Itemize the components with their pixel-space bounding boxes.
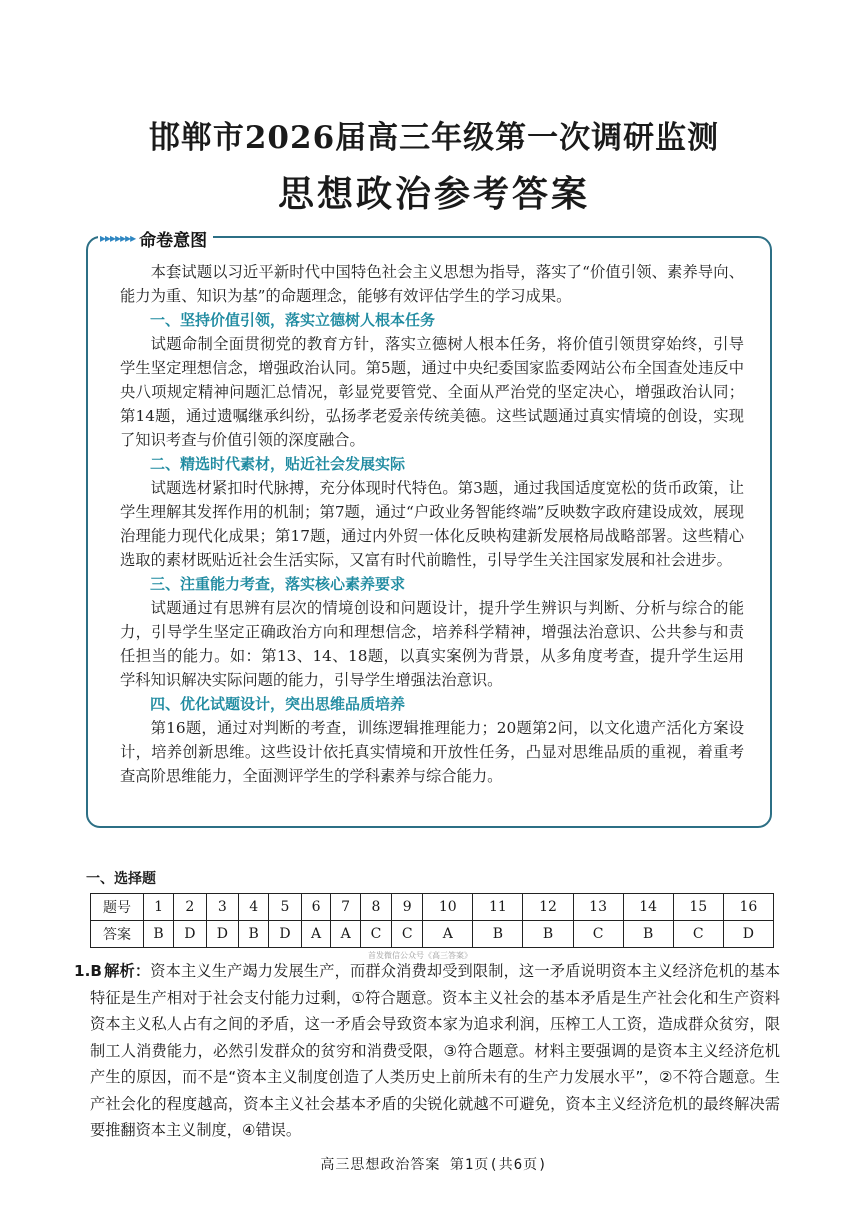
- question-number: 5: [269, 894, 302, 921]
- document-subtitle: 思想政治参考答案: [277, 174, 590, 215]
- answer-cell: B: [144, 921, 174, 948]
- answer-cell: B: [473, 921, 523, 948]
- section-text: 试题选材紧扣时代脉搏，充分体现时代特色。第3题，通过我国适度宽松的货币政策，让学生理解其发挥作用的机制；第7题，通过“户政业务智能终端”反映数字政府建设成效，展现治理能力现代化成果；第17题，通过内外贸一体化反映构建新发展格局战略部署。这些精心选取的素材既贴近社会生活实际，又富有时代前瞻性，引导学生关注国家发展和社会进步。: [120, 479, 744, 569]
- question-number: 13: [573, 894, 623, 921]
- section-heading: 三、注重能力考查，落实核心素养要求: [150, 575, 406, 593]
- answer-cell: A: [423, 921, 473, 948]
- row-label: 答案: [91, 921, 144, 948]
- answer-cell: D: [206, 921, 239, 948]
- question-number-text: 1.: [74, 962, 91, 980]
- arrow-icon: ▸▸▸▸▸▸▸: [100, 231, 136, 245]
- section-text: 试题通过有思辨有层次的情境创设和问题设计，提升学生辨识与判断、分析与综合的能力，引导学生坚定正确政治方向和理想信念，培养科学精神，增强法治意识、公共参与和责任担当的能力。如：第13、14、18题，以真实案例为背景，从多角度考查，提升学生运用学科知识解决实际问题的能力，引导学生增强法治意识。: [120, 599, 744, 689]
- answer-cell: A: [331, 921, 361, 948]
- answer-cell: A: [301, 921, 331, 948]
- question-number: 4: [239, 894, 269, 921]
- answer-cell: D: [723, 921, 773, 948]
- question-number: 8: [360, 894, 391, 921]
- question-number: 14: [623, 894, 673, 921]
- question-number: 9: [392, 894, 423, 921]
- answer-cell: B: [623, 921, 673, 948]
- section-heading: 一、坚持价值引领，落实立德树人根本任务: [150, 311, 436, 329]
- answer-cell: C: [573, 921, 623, 948]
- answer-cell: D: [174, 921, 207, 948]
- explanation-q1: [74, 958, 781, 1144]
- section-text: 试题命制全面贯彻党的教育方针，落实立德树人根本任务，将价值引领贯穿始终，引导学生坚定理想信念，增强政治认同。第5题，通过中央纪委国家监委网站公布全国查处违反中央八项规定精神问题汇总情况，彰显党要管党、全面从严治党的坚定决心，增强政治认同；第14题，通过遗嘱继承纠纷，弘扬孝老爱亲传统美德。这些试题通过真实情境的创设，实现了知识考查与价值引领的深度融合。: [120, 335, 744, 449]
- answer-cell: B: [523, 921, 573, 948]
- answer-cell: C: [360, 921, 391, 948]
- intent-intro: 本套试题以习近平新时代中国特色社会主义思想为指导，落实了“价值引领、素养导向、能力为重、知识为基”的命题理念，能够有效评估学生的学习成果。: [120, 263, 744, 305]
- analysis-text: 资本主义生产竭力发展生产，而群众消费却受到限制，这一矛盾说明资本主义经济危机的基本特征是生产相对于社会支付能力过剩，①符合题意。资本主义社会的基本矛盾是生产社会化和生产资料资本主义私人占有之间的矛盾，这一矛盾会导致资本家为追求利润，压榨工人工资，造成群众贫穷，限制工人消费能力，必然引发群众的贫穷和消费受限，③符合题意。材料主要强调的是资本主义经济危机产生的原因，而不是“资本主义制度创造了人类历史上前所未有的生产力发展水平”，②不符合题意。生产社会化的程度越高，资本主义社会基本矛盾的尖锐化就越不可避免，资本主义经济危机的最终解决需要推翻资本主义制度，④错误。: [90, 962, 781, 1139]
- question-number: 7: [331, 894, 361, 921]
- intent-tab: [98, 226, 213, 250]
- answer-cell: D: [269, 921, 302, 948]
- analysis-keyword: 解析：: [104, 962, 151, 980]
- question-number: 15: [673, 894, 723, 921]
- section-heading: 二、精选时代素材，贴近社会发展实际: [150, 455, 406, 473]
- question-number: 1: [144, 894, 174, 921]
- question-number: 10: [423, 894, 473, 921]
- row-label: 题号: [91, 894, 144, 921]
- question-number-label: [74, 958, 102, 985]
- question-number: 11: [473, 894, 523, 921]
- answer-cell: B: [239, 921, 269, 948]
- question-number-row: [91, 894, 774, 921]
- answer-table: [90, 893, 774, 948]
- intent-body: [120, 260, 744, 788]
- page-footer: 高三思想政治答案 第1页(共6页): [320, 1157, 548, 1173]
- answer-cell: C: [392, 921, 423, 948]
- document-title: 邯郸市2026届高三年级第一次调研监测: [148, 120, 720, 156]
- answer-row: [91, 921, 774, 948]
- question-number: 2: [174, 894, 207, 921]
- section-heading: 四、优化试题设计，突出思维品质培养: [150, 695, 406, 713]
- question-number: 16: [723, 894, 773, 921]
- intent-title: 命卷意图: [139, 230, 208, 251]
- multiple-choice-label: 一、选择题: [86, 871, 156, 887]
- question-number: 12: [523, 894, 573, 921]
- question-number: 3: [206, 894, 239, 921]
- section-text: 第16题，通过对判断的考查，训练逻辑推理能力；20题第2问，以文化遗产活化方案设计，培养创新思维。这些设计依托真实情境和开放性任务，凸显对思维品质的重视，着重考查高阶思维能力，全面测评学生的学科素养与综合能力。: [120, 719, 744, 785]
- watermark: 首发微信公众号《高三答案》: [368, 951, 472, 960]
- question-answer: B: [90, 962, 102, 980]
- question-number: 6: [301, 894, 331, 921]
- answer-cell: C: [673, 921, 723, 948]
